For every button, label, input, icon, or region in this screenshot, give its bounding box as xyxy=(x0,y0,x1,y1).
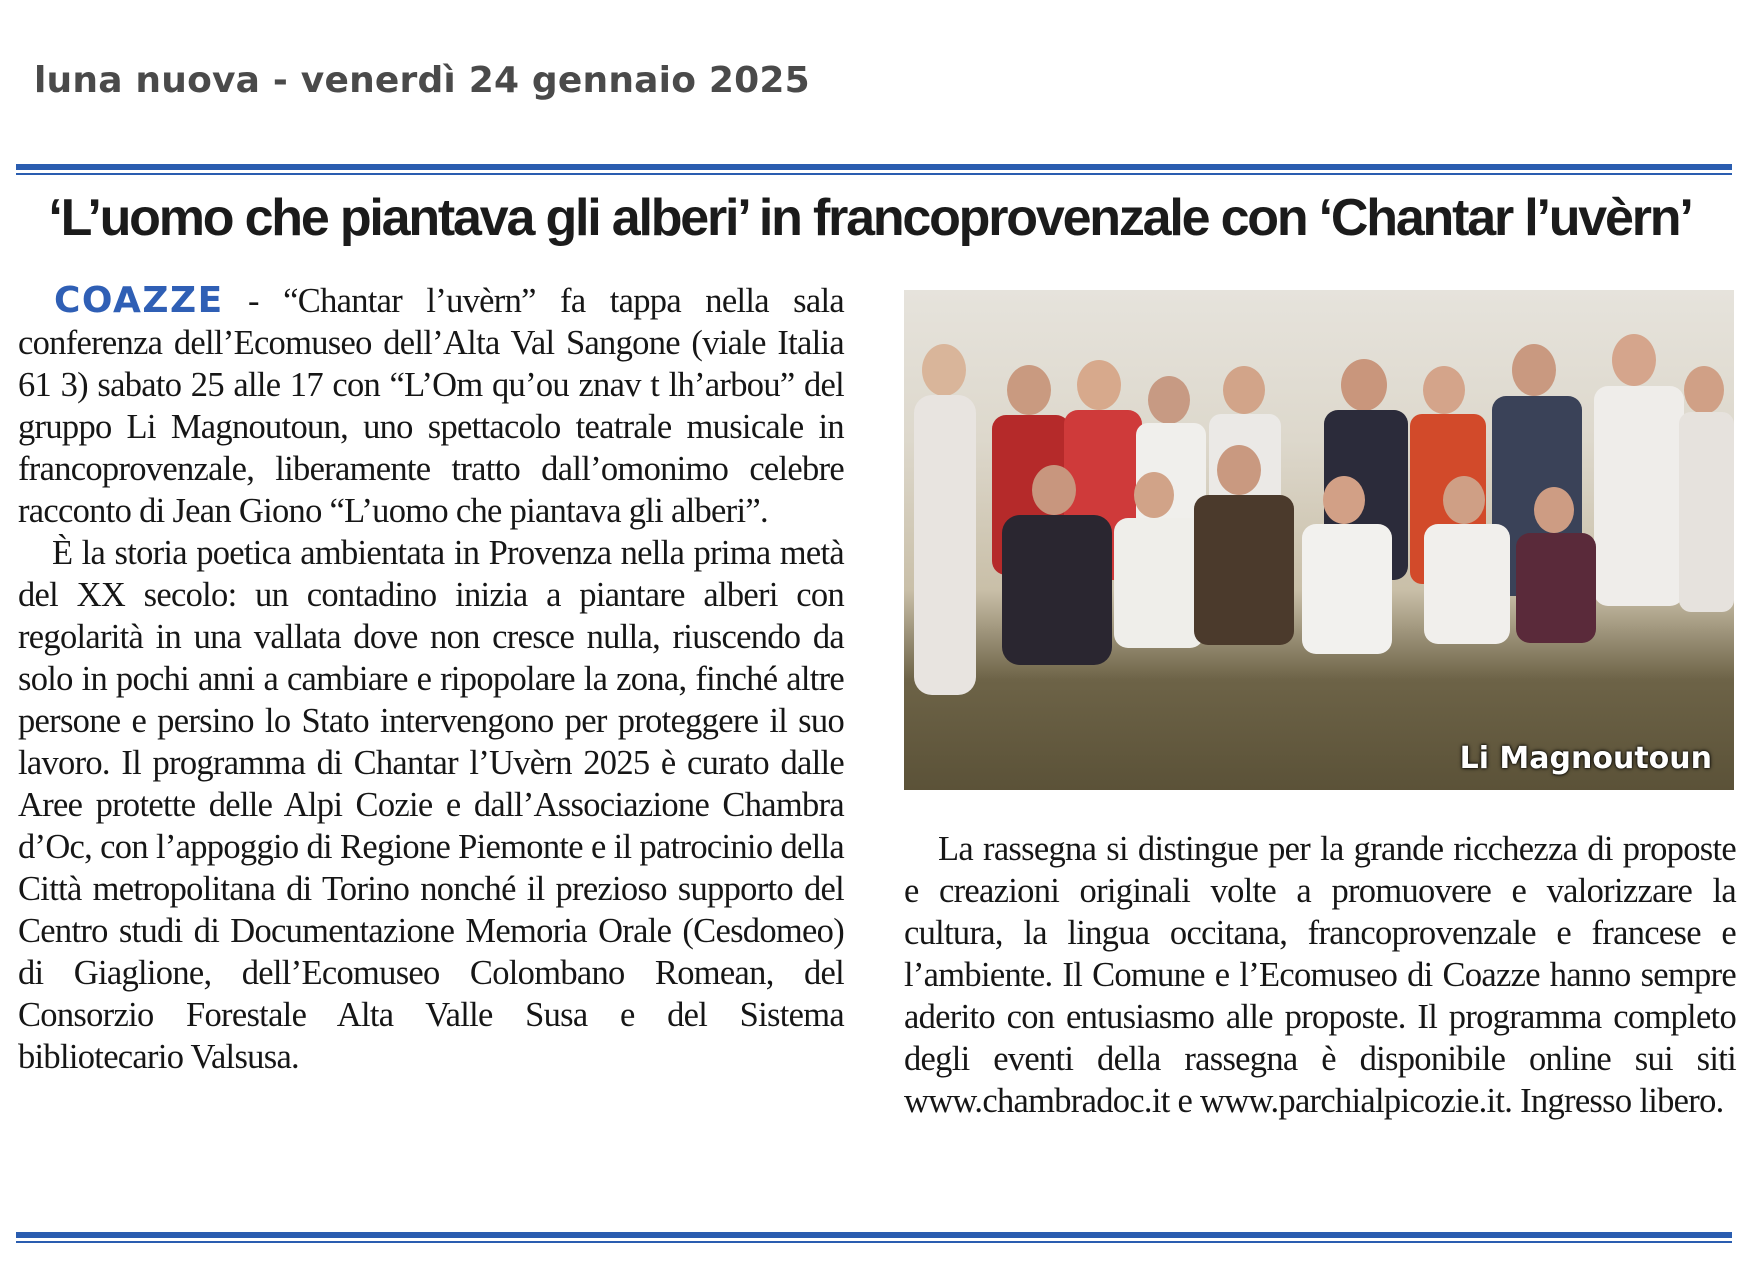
masthead: luna nuova - venerdì 24 gennaio 2025 xyxy=(34,60,810,101)
photo-caption: Li Magnoutoun xyxy=(1459,741,1712,776)
article-paragraph-1-text: - “Chantar l’uvèrn” fa tappa nella sala conferenza dell’Ecomuseo dell’Alta Val Sangone (viale Italia 61 3) sabato 25 alle 17 con “L’Om qu’ou znav t lh’arbou” del gruppo Li Magnoutoun, uno spettacolo teatrale musicale in francoprovenzale, liberamente tratto dall’omonimo celebre racconto di Jean Giono “L’uomo che piantava gli alberi”. xyxy=(18,282,844,530)
group-photo xyxy=(904,290,1734,790)
article-right-column xyxy=(904,828,1736,1122)
dateline-place: COAZZE xyxy=(54,280,224,321)
article-headline: ‘L’uomo che piantava gli alberi’ in francoprovenzale con ‘Chantar l’uvèrn’ xyxy=(48,189,1692,247)
bottom-rule xyxy=(16,1232,1732,1243)
group-photo-illustration xyxy=(904,290,1734,790)
top-rule xyxy=(16,164,1732,175)
article-left-column xyxy=(18,280,844,1078)
article-paragraph-2: È la storia poetica ambientata in Provenza nella prima metà del XX secolo: un contadino inizia a piantare alberi con regolarità in una vallata dove non cresce nulla, riuscendo da solo in pochi anni a cambiare e ripopolare la zona, finché altre persone e persino lo Stato intervengono per proteggere il suo lavoro. Il programma di Chantar l’Uvèrn 2025 è curato dalle Aree protette delle Alpi Cozie e dall’Associazione Chambra d’Oc, con l’appoggio di Regione Piemonte e il patrocinio della Città metropolitana di Torino nonché il prezioso supporto del Centro studi di Documentazione Memoria Orale (Cesdomeo) di Giaglione, dell’Ecomuseo Colombano Romean, del Consorzio Forestale Alta Valle Susa e del Sistema bibliotecario Valsusa. xyxy=(18,534,844,1076)
article-paragraph-1 xyxy=(18,280,844,532)
article-paragraph-3: La rassegna si distingue per la grande ricchezza di proposte e creazioni originali volte a promuovere e valorizzare la cultura, la lingua occitana, francoprovenzale e francese e l’ambiente. Il Comune e l’Ecomuseo di Coazze hanno sempre aderito con entusiasmo alle proposte. Il programma completo degli eventi della rassegna è disponibile online sui siti www.chambradoc.it e www.parchialpicozie.it. Ingresso libero. xyxy=(904,830,1736,1120)
